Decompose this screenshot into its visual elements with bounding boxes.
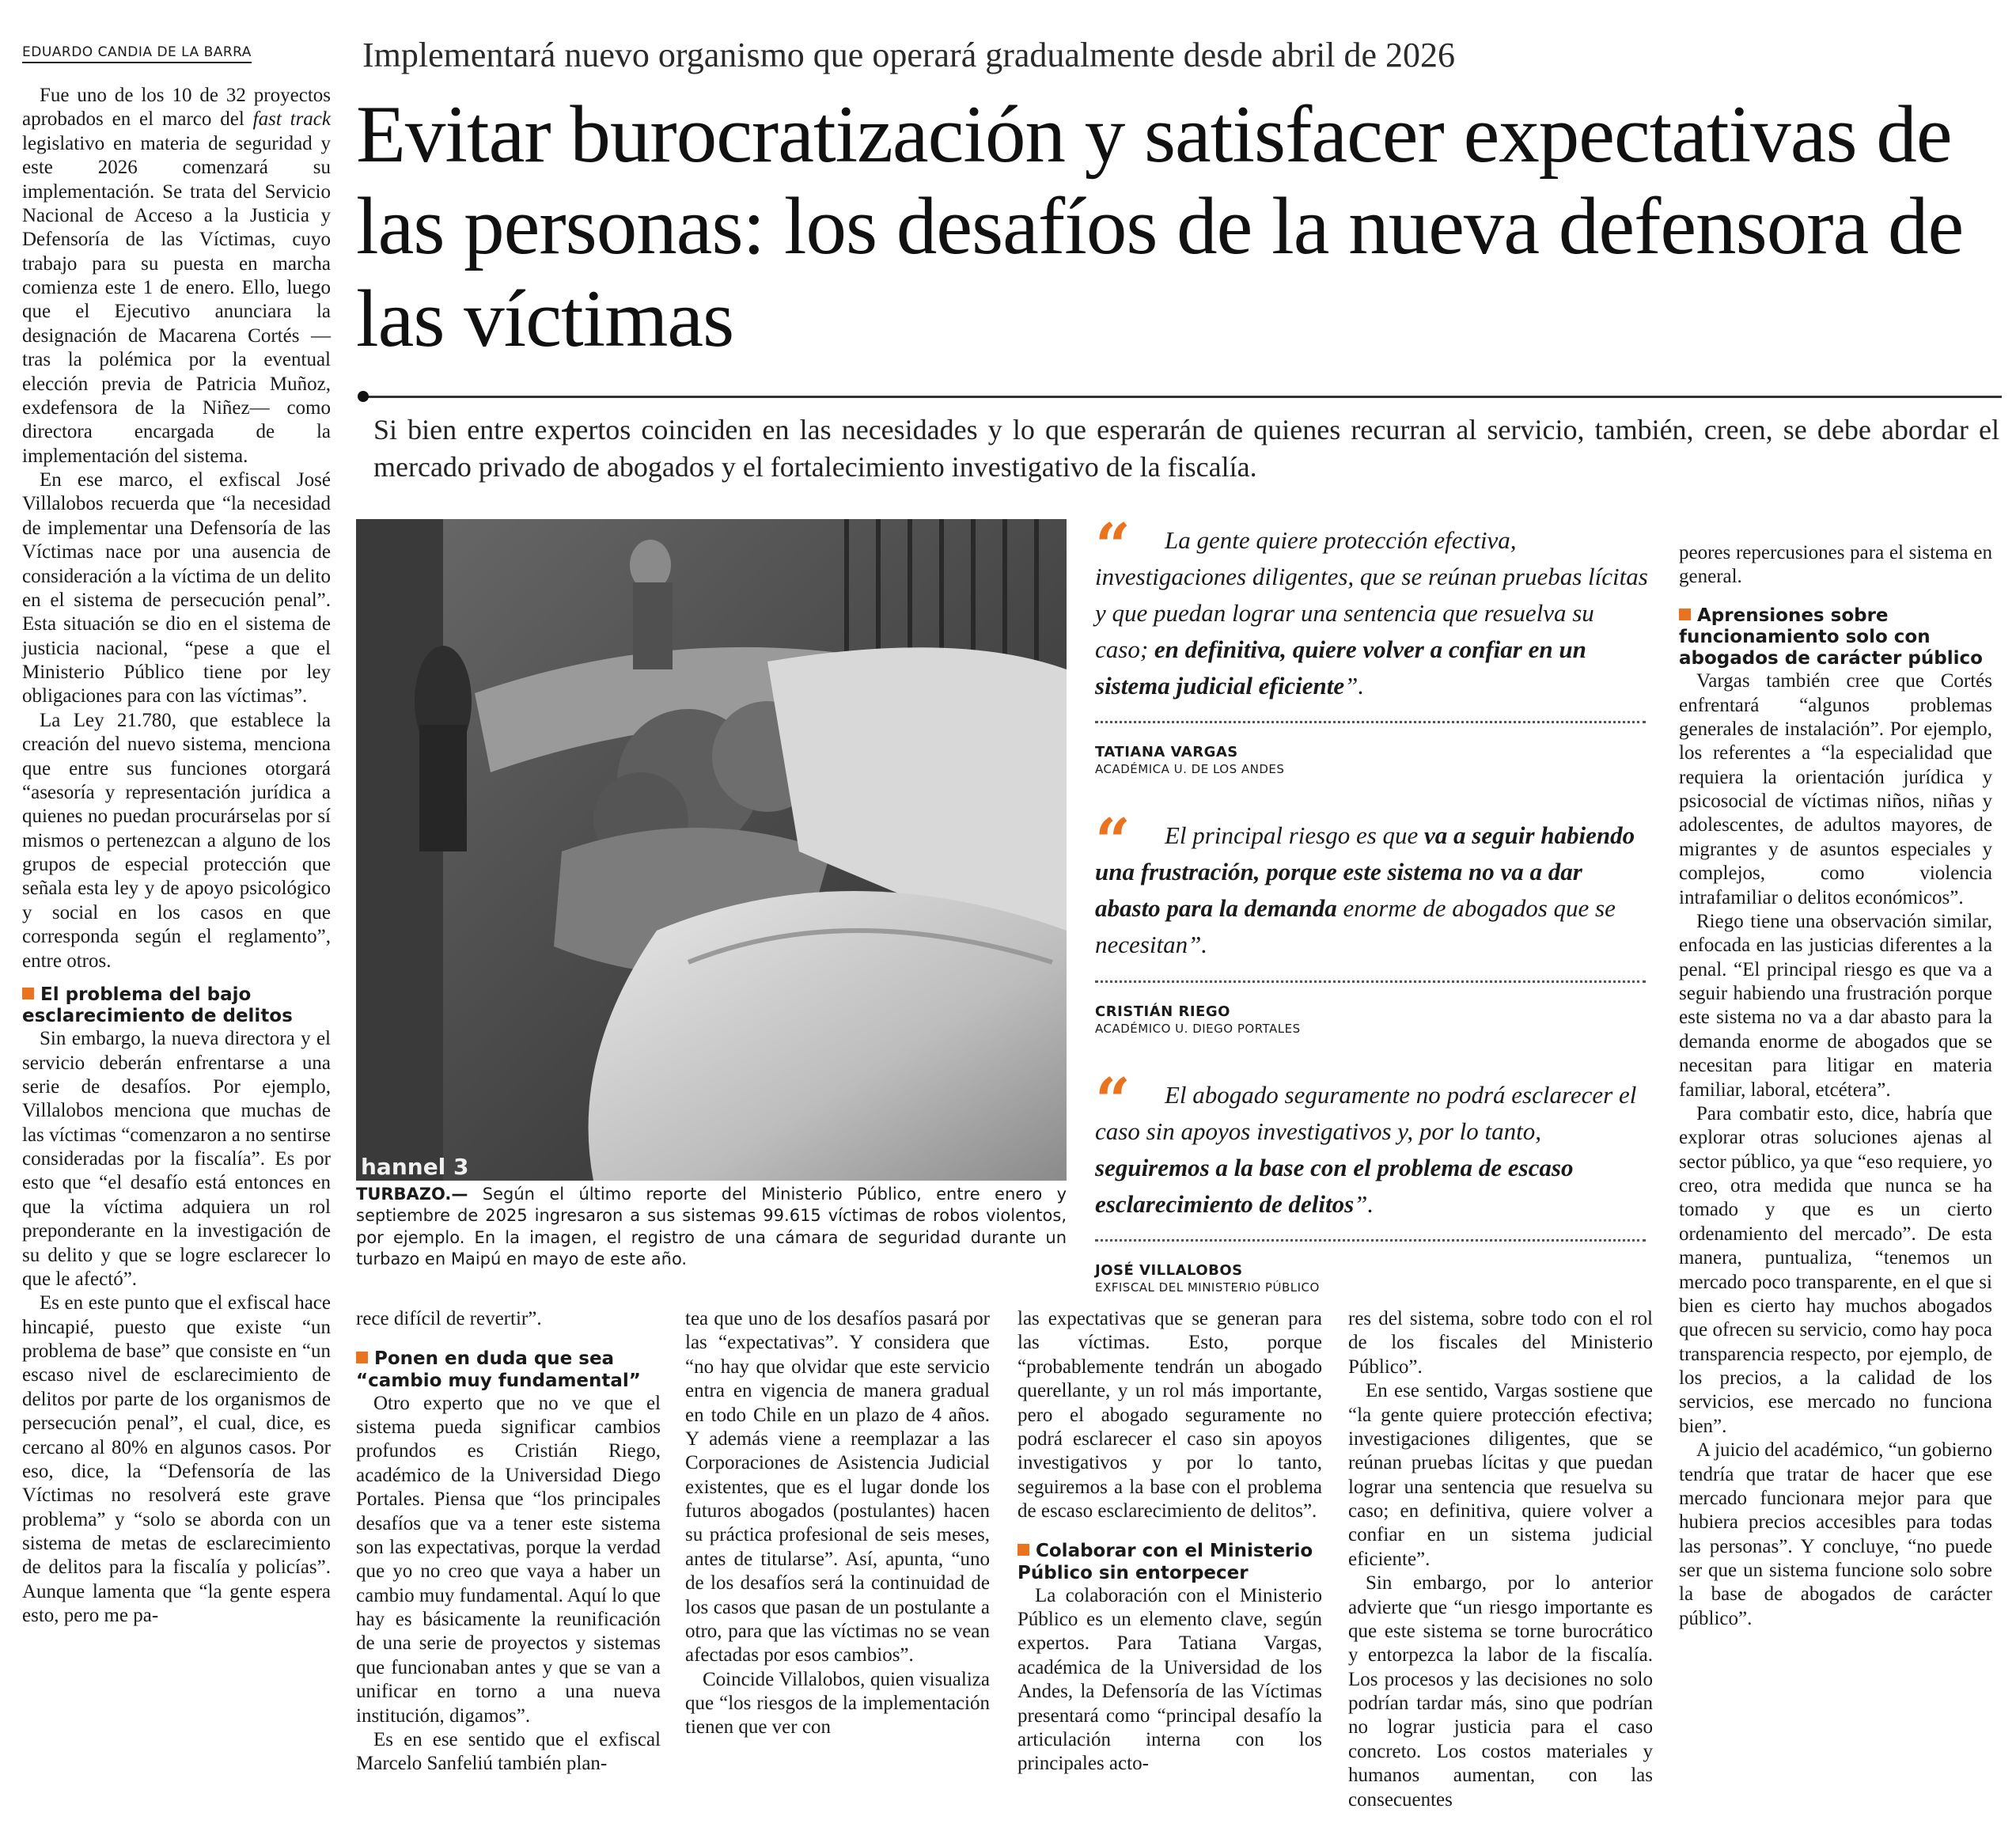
quote-icon: “ [1095,806,1131,878]
pull-quote: “ El principal riesgo es que va a seguir habiendo una frustración, porque este sistema no va a dar abasto para la demanda enorme de abogados que se necesitan”. CRISTIÁN RIEGO ACADÉMICO U. DIEGO PORTALES [1095,817,1649,1036]
paragraph: Otro experto que no ve que el sistema pueda significar cambios profundos es Cristián Riego, académico de la Universidad Diego Portales. Piensa que “los principales desafíos que va a tener este sistema son las expectativas, porque la verdad que yo no creo que vaya a haber un cambio muy fundamental. Aquí lo que hay es básicamente la reunificación de una serie de proyectos y sistemas que funcionaban antes y que se van a unificar en torno a una nueva institución, digamos”. [356,1392,661,1727]
pull-quote: “ El abogado seguramente no podrá esclarecer el caso sin apoyos investigativos y, por lo tanto, seguiremos a la base con el problema de escaso esclarecimiento de delitos”. JOSÉ VILLALOBOS EXFISCAL DEL MINISTERIO PÚBLICO [1095,1077,1649,1295]
quote-author-role: ACADÉMICO U. DIEGO PORTALES [1095,1021,1301,1036]
divider-dot [358,391,369,402]
quote-rule [1095,721,1646,723]
square-bullet-icon [356,1352,368,1363]
square-bullet-icon [1679,609,1691,620]
photo [356,519,1067,1181]
paragraph: En ese sentido, Vargas sostiene que “la gente quiere protección efectiva; investigaciones diligentes, que se reúnan pruebas lícitas y que puedan lograr una sentencia que resuelva su caso; en definitiva, quiere volver a confiar en un sistema judicial eficiente”. [1348,1380,1653,1570]
paragraph: La colaboración con el Ministerio Público es un elemento clave, según expertos. Para Tatiana Vargas, académica de la Universidad de los Andes, la Defensoría de las Víctimas presentará como “principal desafío la articulación interna con los principales acto- [1017,1584,1322,1775]
watermark: hannel 3 [361,1154,469,1180]
paragraph: rece difícil de revertir”. [356,1308,542,1329]
paragraph: Sin embargo, por lo anterior advierte que “un riesgo importante es que este sistema se torne burocrático y entorpezca la labor de la fiscalía. Los procesos y las decisiones no solo podrían tardar más, sino que podrían no lograr justicia para el caso concreto. Los costos materiales y humanos aumentan, con las consecuentes [1348,1572,1653,1811]
square-bullet-icon [22,988,34,999]
quote-author: CRISTIÁN RIEGO [1095,1003,1230,1020]
paragraph: A juicio del académico, “un gobierno tendría que tratar de hacer que ese mercado funcionara mejor para que hubiera precios accesibles para todas las personas”. Y concluye, “no puede ser que un sistema funcione solo sobre la base de abogados de carácter público”. [1679,1439,1992,1629]
paragraph: Es en este punto que el exfiscal hace hincapié, puesto que existe “un problema de base” que consiste en “un escaso nivel de esclarecimiento de delitos por parte de los organismos de persecución penal”, el cual, dice, es cercano al 80% en algunos casos. Por eso, dice, la “Defensoría de las Víctimas no resolverá este grave problema” y “solo se aborda con un sistema de metas de esclarecimiento de delitos para la fiscalía y policías”. Aunque lamenta que “la gente espera esto, pero me pa- [22,1292,331,1627]
subheading: El problema del bajo esclarecimiento de delitos [22,984,293,1026]
quote-author: JOSÉ VILLALOBOS [1095,1262,1243,1280]
square-bullet-icon [1017,1544,1029,1556]
paragraph: Riego tiene una observación similar, enfocada en las justicias diferentes a la penal. “El principal riesgo es que va a seguir habiendo una frustración porque este sistema no va a dar abasto para la demanda enorme de abogados que se necesitan para litigar en materia familiar, laboral, etcétera”. [1679,910,1992,1101]
column-5 [1348,1307,1653,1812]
paragraph: En ese marco, el exfiscal José Villalobos recuerda que “la necesidad de implementar una Defensoría de las Víctimas nace por una ausencia de consideración a la víctima de un delito en el sistema de persecución penal”. Esta situación se dio en el sistema de justicia nacional, “pese a que el Ministerio Público tiene por ley obligaciones para con las víctimas”. [22,469,331,707]
paragraph: Sin embargo, la nueva directora y el servicio deberán enfrentarse a una serie de desafíos. Por ejemplo, Villalobos menciona que muchas de las víctimas “comenzaron a no sentirse consideradas por la fiscalía”. Es por esto que “el desafío está entonces en que la víctima adquiera un rol preponderante en la investigación de su delito y que se logre esclarecer lo que le afectó”. [22,1028,331,1290]
paragraph: peores repercusiones para el sistema en general. [1679,542,1992,588]
paragraph: res del sistema, sobre todo con el rol de los fiscales del Ministerio Público”. [1348,1308,1653,1378]
quote-author-role: EXFISCAL DEL MINISTERIO PÚBLICO [1095,1280,1320,1295]
paragraph: Es en ese sentido que el exfiscal Marcelo Sanfeliú también plan- [356,1728,661,1775]
paragraph: las expectativas que se generan para las víctimas. Esto, porque “probablemente tendrán un abogado querellante, y un rol más importante, pero el abogado seguramente no podrá esclarecer el caso sin apoyos investigativos y por lo tanto, seguiremos a la base con el problema de escaso esclarecimiento de delitos”. [1017,1308,1322,1522]
paragraph: Para combatir esto, dice, habría que explorar otras soluciones ajenas al sector público, ya que “eso requiere, yo creo, otra medida que nunca se ha tomado y que es un cierto ordenamiento del mercado”. De esta manera, puntualiza, “tenemos un mercado poco transparente, en el que si bien es cierto hay muchos abogados que ofrecen su servicio, como hay poca transparencia respecto, por ejemplo, de los precios, a la calidad de los servicios, ese mercado no funciona bien”. [1679,1102,1992,1437]
quote-author-role: ACADÉMICA U. DE LOS ANDES [1095,762,1285,777]
quote-author: TATIANA VARGAS [1095,744,1238,761]
column-3 [685,1307,990,1740]
paragraph: La Ley 21.780, que establece la creación del nuevo sistema, menciona que entre sus funciones otorgará “asesoría y representación jurídica a quienes no puedan procurárselas por sí mismos o pertenezcan a alguno de los grupos de especial protección que señala esta ley y de apoyo psicológico y social en los casos en que corresponda según el reglamento”, entre otros. [22,709,331,972]
headline: Evitar burocratización y satisfacer expectativas de las personas: los desafíos de la nueva defensora de las víctimas [356,89,1964,364]
column-4 [1017,1307,1322,1776]
column-6 [1679,541,1992,1631]
quote-icon: “ [1095,1064,1131,1137]
standfirst: Si bien entre expertos coinciden en las necesidades y lo que esperarán de quienes recurran al servicio, también, creen, se debe abordar el mercado privado de abogados y el fortalecimiento investigativo de la fiscalía. [373,414,1999,483]
divider [360,396,2002,398]
quote-icon: “ [1095,510,1131,582]
pull-quotes [1095,510,1649,1295]
subheading: Colaborar con el Ministerio Público sin entorpecer [1017,1541,1313,1583]
paragraph: Vargas también cree que Cortés enfrentará “algunos problemas generales de instalación”. Por ejemplo, los referentes a “la especialidad que requiera la orientación jurídica y psicosocial de víctimas niños, niñas y adolescentes, de adultos mayores, de migrantes y de asuntos especiales y complejos, como violencia intrafamiliar o delitos económicos”. [1679,670,1992,908]
subheading: Ponen en duda que sea “cambio muy fundamental” [356,1348,641,1391]
quote-rule [1095,980,1646,983]
pull-quote: “ La gente quiere protección efectiva, investigaciones diligentes, que se reúnan pruebas lícitas y que puedan lograr una sentencia que resuelva su caso; en definitiva, quiere volver a confiar en un sistema judicial eficiente”. TATIANA VARGAS ACADÉMICA U. DE LOS ANDES [1095,510,1648,777]
paragraph: Coincide Villalobos, quien visualiza que “los riesgos de la implementación tienen que ver con [685,1668,990,1739]
byline: EDUARDO CANDIA DE LA BARRA [22,44,252,63]
kicker: Implementará nuevo organismo que operará gradualmente desde abril de 2026 [362,36,1456,74]
column-1 [22,84,331,1629]
column-2 [356,1307,661,1776]
paragraph: tea que uno de los desafíos pasará por las “expectativas”. Y considera que “no hay que olvidar que este servicio entra en vigencia de manera gradual en todo Chile en un plazo de 4 años. Y además viene a reemplazar a las Corporaciones de Asistencia Judicial existentes, que es el lugar donde los futuros abogados (postulantes) hacen su práctica profesional de seis meses, antes de titularse”. Así, apunta, “uno de los desafíos será la continuidad de los casos que pasan de un postulante a otro, para que las víctimas no se vean afectadas por esos cambios”. [685,1308,990,1666]
quote-rule [1095,1239,1646,1242]
subheading: Aprensiones sobre funcionamiento solo con abogados de carácter público [1679,605,1983,669]
photo-caption: TURBAZO.— Según el último reporte del Ministerio Público, entre enero y septiembre de 2025 ingresaron a sus sistemas 99.615 víctimas de robos violentos, por ejemplo. En la imagen, el registro de una cámara de seguridad durante un turbazo en Maipú en mayo de este año. [356,1185,1067,1268]
paragraph: Fue uno de los 10 de 32 proyectos aprobados en el marco del fast track legislativo en materia de seguridad y este 2026 comenzará su implementación. Se trata del Servicio Nacional de Acceso a la Justicia y Defensoría de las Víctimas, cuyo trabajo para su puesta en marcha comienza este 1 de enero. Ello, luego que el Ejecutivo anunciara la designación de Macarena Cortés —tras la polémica por la eventual elección previa de Patricia Muñoz, exdefensora de la Niñez— como directora encargada de la implementación del sistema. [22,85,331,467]
